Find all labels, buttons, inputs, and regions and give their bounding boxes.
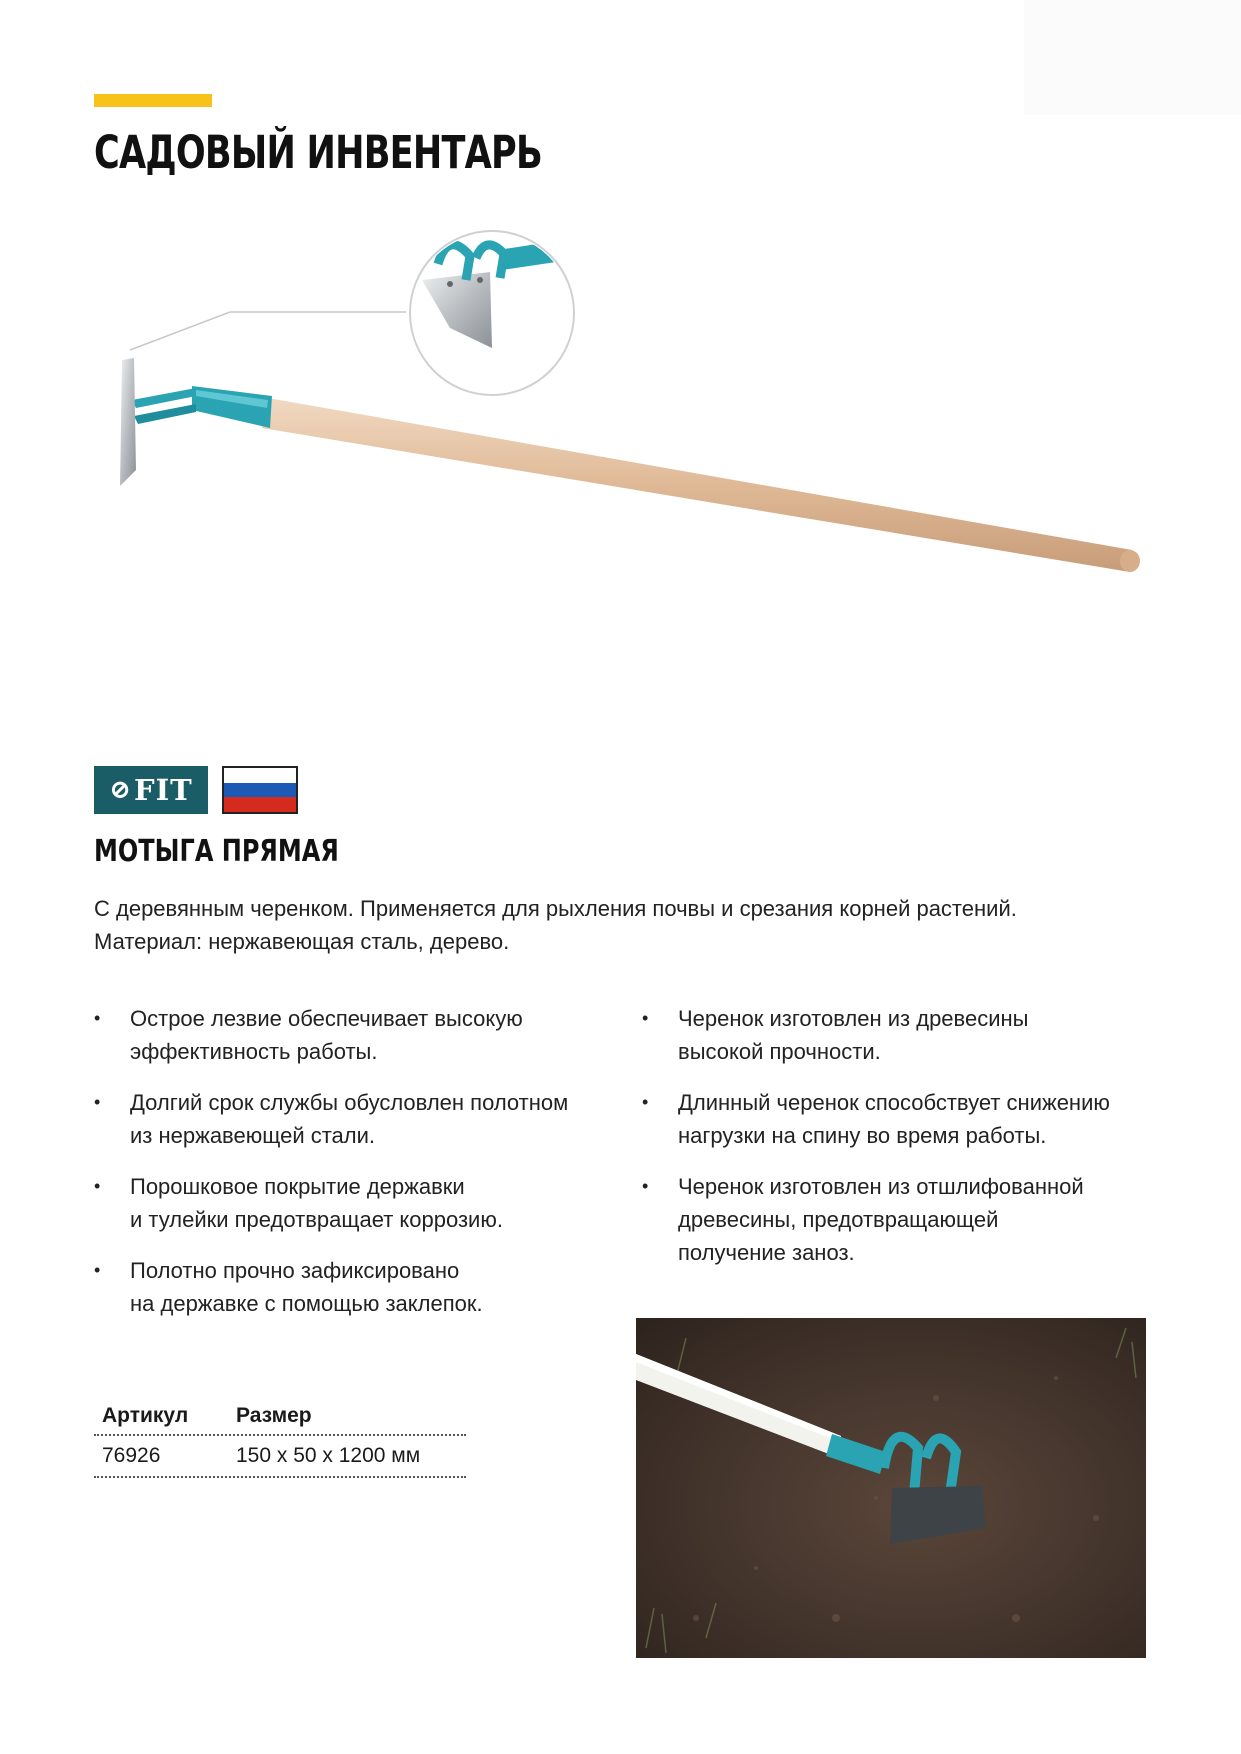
product-description: С деревянным черенком. Применяется для рыхления почвы и срезания корней растений. Материал: нержавеющая сталь, дерево. xyxy=(94,896,1017,954)
table-row: 76926 150 х 50 х 1200 мм xyxy=(94,1436,466,1478)
hoe-in-soil-photo xyxy=(636,1318,1146,1658)
accent-bar xyxy=(94,94,212,107)
list-item: • Длинный черенок способствует снижению нагрузки на спину во время работы. xyxy=(642,1086,1142,1152)
list-item: • Полотно прочно зафиксировано на державке с помощью заклепок. xyxy=(94,1254,594,1320)
features-left xyxy=(94,1002,594,1338)
zoom-circle xyxy=(410,231,574,395)
list-item: • Черенок изготовлен из древесины высокой прочности. xyxy=(642,1002,1142,1068)
spec-table xyxy=(94,1404,466,1478)
list-item: • Черенок изготовлен из отшлифованной древесины, предотвращающей получение заноз. xyxy=(642,1170,1142,1269)
hoe-blade xyxy=(120,358,136,486)
hoe-product-image xyxy=(100,220,1160,650)
table-header: Артикул Размер xyxy=(94,1404,466,1436)
fit-logo: ⊘ FIT xyxy=(94,766,208,814)
list-item: • Острое лезвие обеспечивает высокую эффективность работы. xyxy=(94,1002,594,1068)
wooden-handle xyxy=(262,398,1136,572)
russia-flag-icon xyxy=(222,766,298,814)
brand-badges xyxy=(94,766,298,816)
list-item: • Долгий срок службы обусловлен полотном из нержавеющей стали. xyxy=(94,1086,594,1152)
product-title: МОТЫГА ПРЯМАЯ xyxy=(94,834,339,869)
features-right xyxy=(642,1002,1142,1287)
corner-shade xyxy=(1024,0,1241,115)
callout-line xyxy=(130,312,406,350)
fit-slash-icon: ⊘ xyxy=(109,775,133,805)
list-item: • Порошковое покрытие державки и тулейки предотвращает коррозию. xyxy=(94,1170,594,1236)
page-title: САДОВЫЙ ИНВЕНТАРЬ xyxy=(94,126,542,179)
